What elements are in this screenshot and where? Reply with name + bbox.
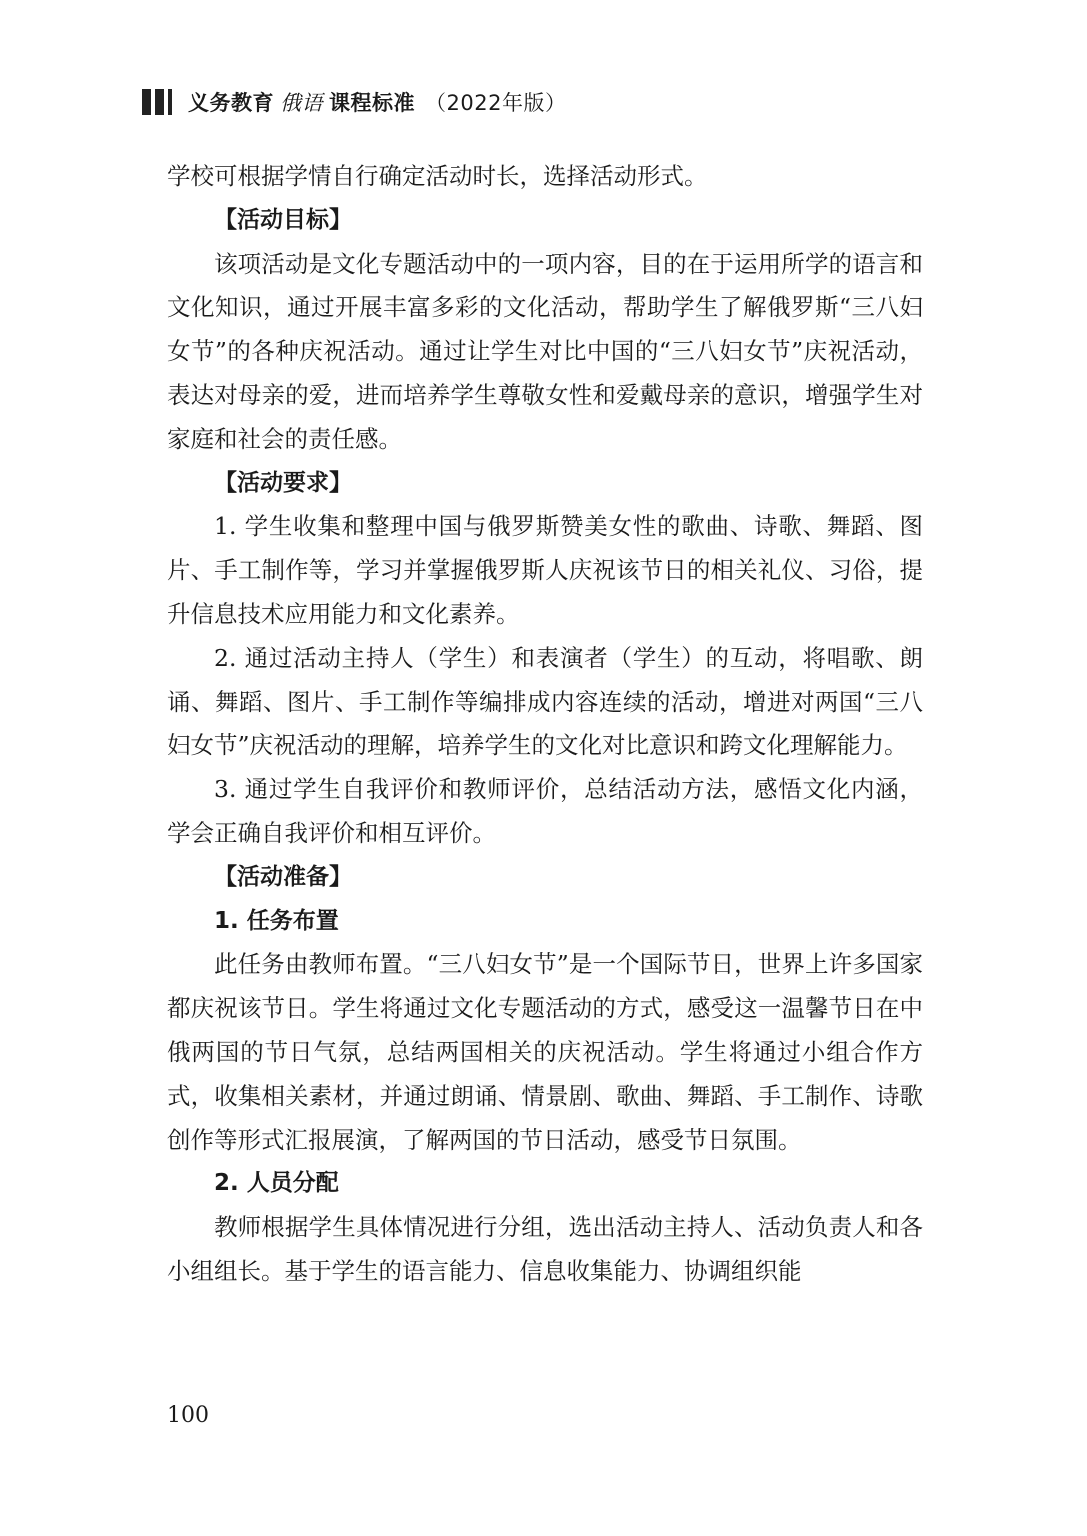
list-item: 3. 通过学生自我评价和教师评价，总结活动方法，感悟文化内涵，学会正确自我评价和相互评价。 [167,775,923,847]
book-title-suffix: 课程标准 [329,91,415,115]
book-title [188,87,566,117]
running-header [142,82,566,122]
paragraph: 该项活动是文化专题活动中的一项内容，目的在于运用所学的语言和文化知识，通过开展丰富多彩的文化活动，帮助学生了解俄罗斯“三八妇女节”的各种庆祝活动。通过让学生对比中国的“三八妇女节”庆祝活动，表达对母亲的爱，进而培养学生尊敬女性和爱戴母亲的意识，增强学生对家庭和社会的责任感。 [167,249,923,453]
section-heading-activity-requirements: 【活动要求】 [214,469,352,496]
paragraph: 此任务由教师布置。“三八妇女节”是一个国际节日，世界上许多国家都庆祝该节日。学生将通过文化专题活动的方式，感受这一温馨节日在中俄两国的节日气氛，总结两国相关的庆祝活动。学生将通过小组合作方式，收集相关素材，并通过朗诵、情景剧、歌曲、舞蹈、手工制作、诗歌创作等形式汇报展演，了解两国的节日活动，感受节日氛围。 [167,950,923,1154]
list-item: 2. 通过活动主持人（学生）和表演者（学生）的互动，将唱歌、朗诵、舞蹈、图片、手工制作等编排成内容连续的活动，增进对两国“三八妇女节”庆祝活动的理解，培养学生的文化对比意识和跨文化理解能力。 [167,643,923,760]
subheading-task-assignment: 1. 任务布置 [214,907,339,934]
subheading-staff-allocation: 2. 人员分配 [214,1170,339,1197]
section-heading-activity-preparation: 【活动准备】 [214,863,352,890]
paragraph: 学校可根据学情自行确定活动时长，选择活动形式。 [167,162,708,190]
header-bar [168,89,172,115]
book-title-prefix: 义务教育 [188,91,274,115]
header-bar [142,89,151,115]
page-number: 100 [167,1403,209,1428]
header-bar [155,89,164,115]
header-bars-decoration [142,89,176,115]
page-body [167,155,923,1294]
book-edition: （2022年版） [425,91,567,115]
book-title-subject: 俄语 [280,91,323,115]
paragraph: 教师根据学生具体情况进行分组，选出活动主持人、活动负责人和各小组组长。基于学生的语言能力、信息收集能力、协调组织能 [167,1213,923,1285]
list-item: 1. 学生收集和整理中国与俄罗斯赞美女性的歌曲、诗歌、舞蹈、图片、手工制作等，学习并掌握俄罗斯人庆祝该节日的相关礼仪、习俗，提升信息技术应用能力和文化素养。 [167,512,923,628]
section-heading-activity-goals: 【活动目标】 [214,206,352,233]
